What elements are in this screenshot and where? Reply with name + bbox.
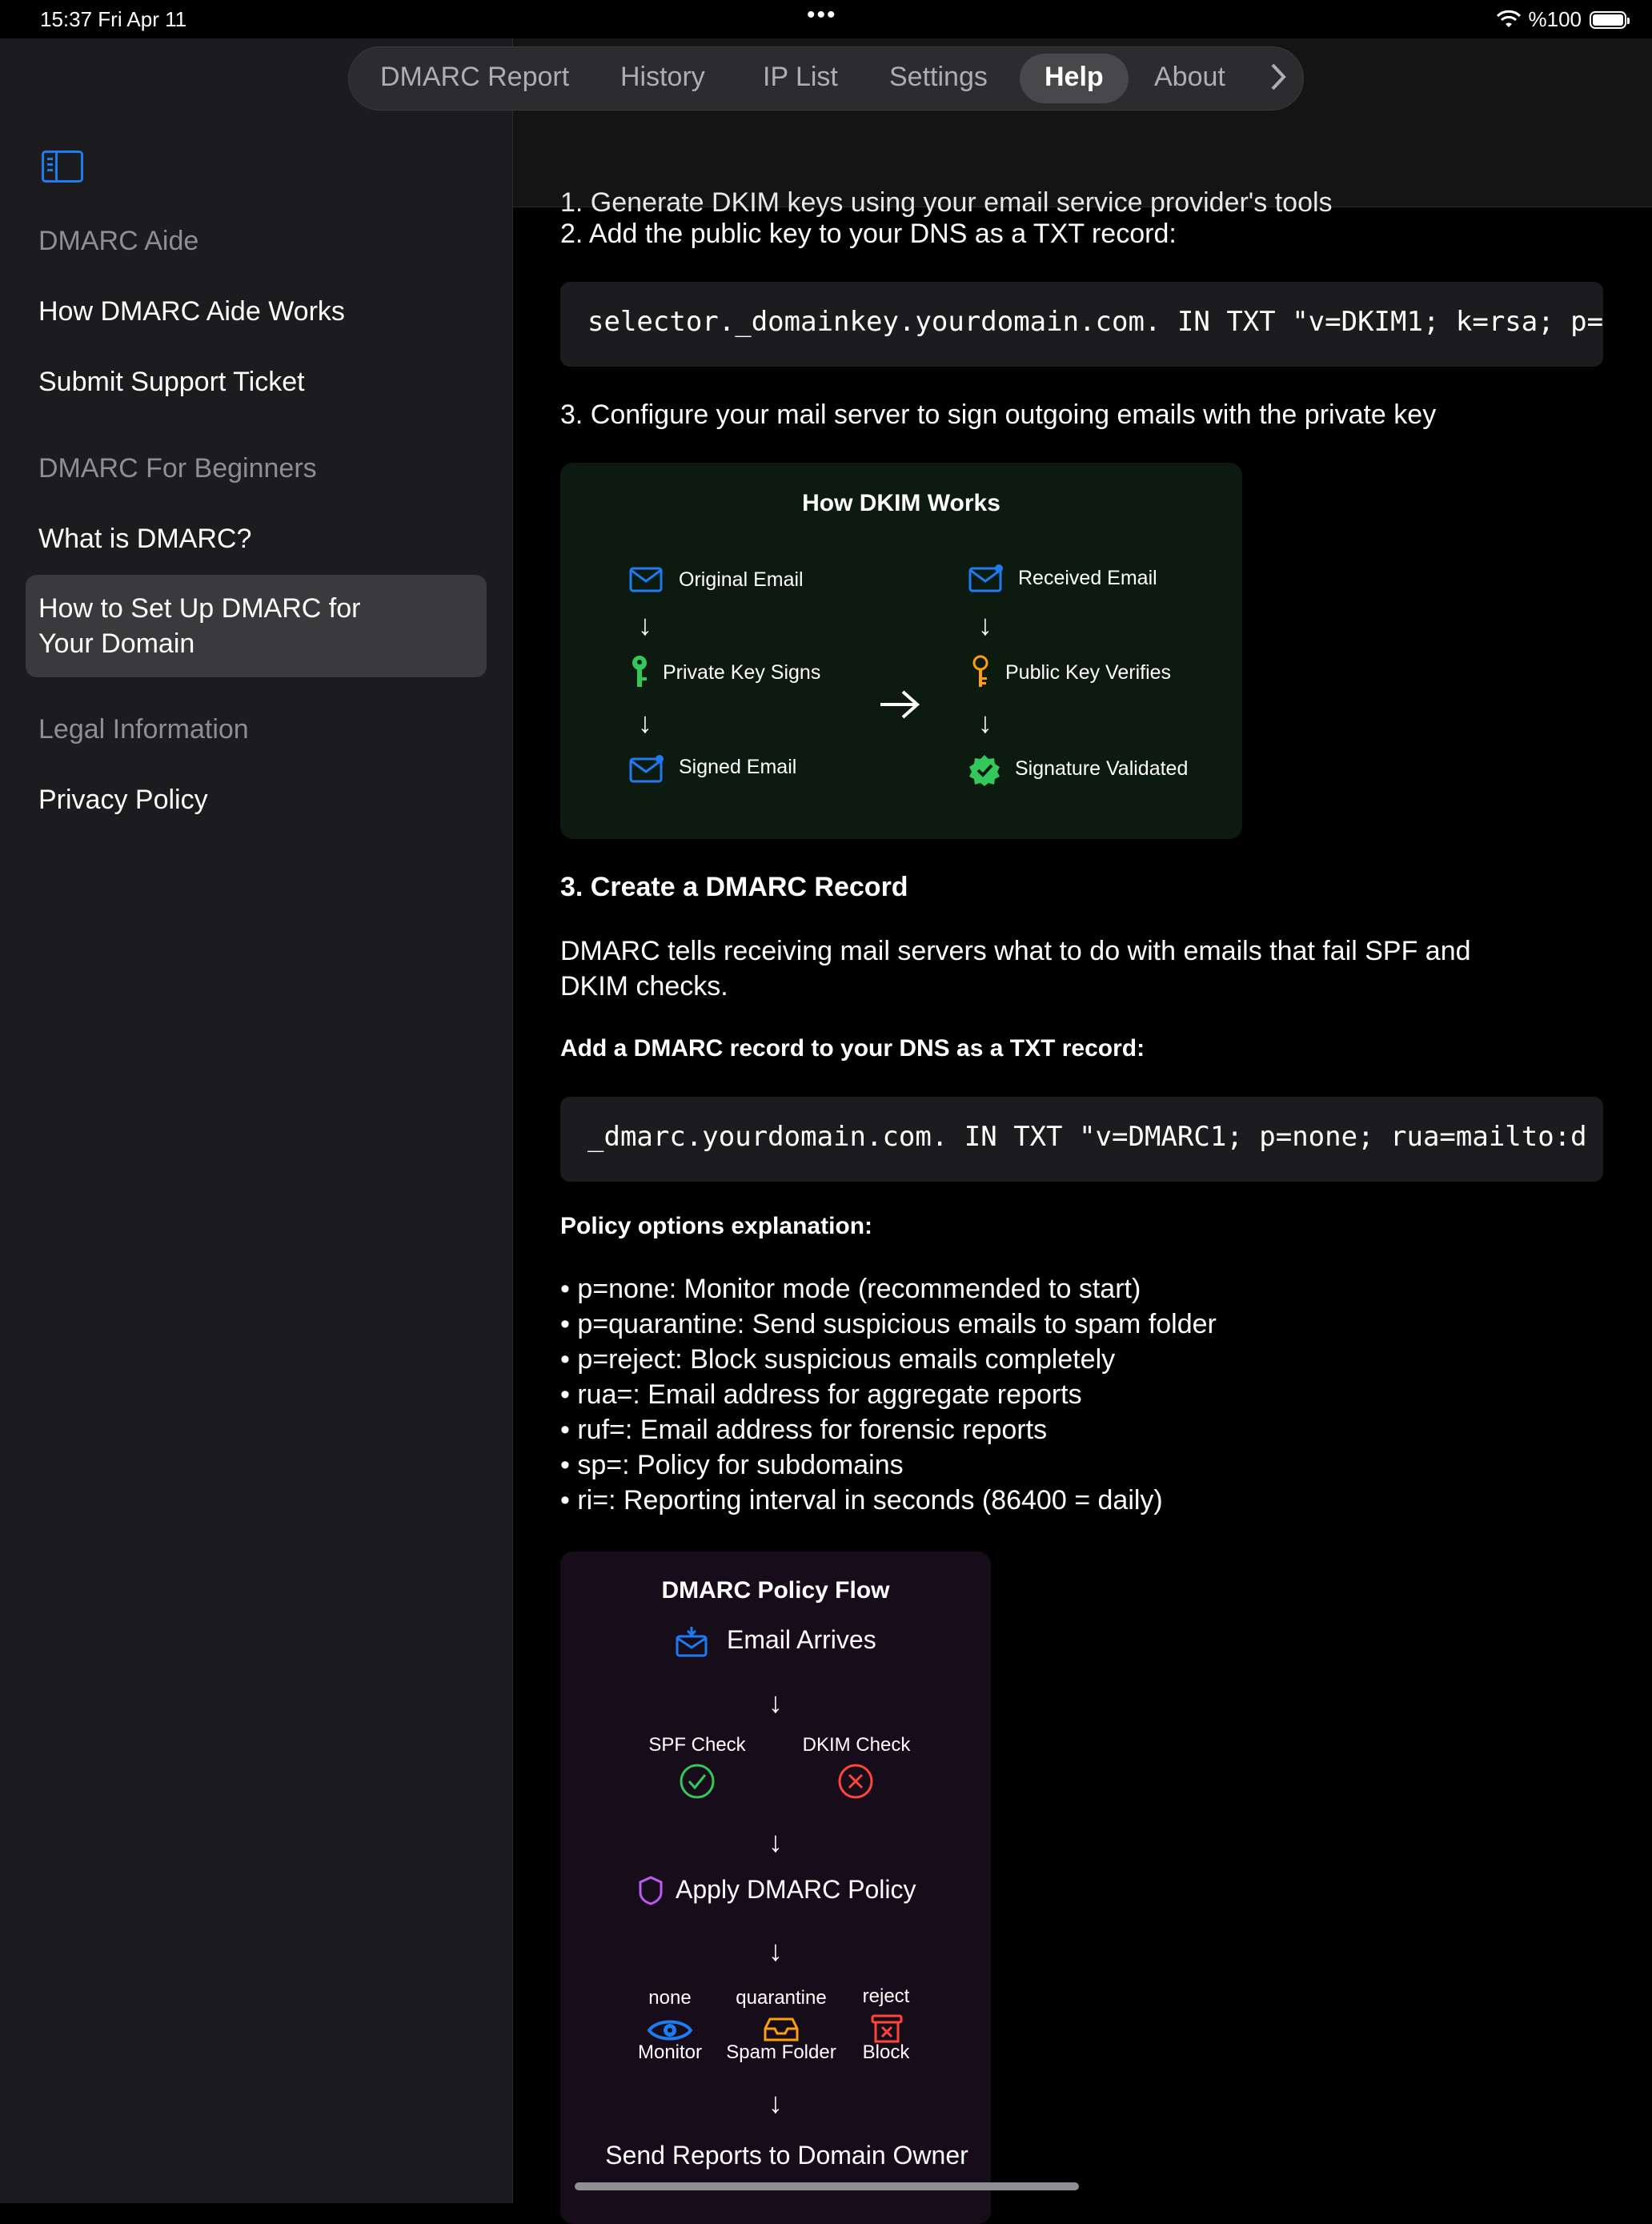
monitor-label: Monitor [637,2041,703,2063]
sidebar-section-legal-information: Legal Information [38,714,249,745]
tab-about[interactable]: About [1154,62,1225,92]
chevron-right-icon[interactable] [1268,60,1289,94]
battery-percent: %100 [1528,7,1582,31]
top-tab-bar [348,46,1304,110]
dkim-diagram [560,463,1242,839]
arrow-down-icon: ↓ [638,706,652,739]
sidebar-toggle-icon[interactable] [42,151,83,183]
dmarc-description-line2: DKIM checks. [560,971,728,1002]
arrow-down-icon: ↓ [638,608,652,641]
status-indicators [1497,7,1627,32]
dmarc-description-line1: DMARC tells receiving mail servers what to do with emails that fail SPF and [560,936,1471,966]
trash-x-icon [869,2013,904,2045]
status-bar [0,0,1652,38]
step-2-text: 2. Add the public key to your DNS as a TXT record: [560,219,1177,249]
original-email-label: Original Email [679,568,804,591]
dkim-check-label: DKIM Check [802,1734,911,1756]
arrow-down-icon: ↓ [768,2086,783,2119]
check-circle-icon [679,1763,716,1800]
dmarc-policy-flow-diagram [560,1552,991,2224]
arrow-down-icon: ↓ [768,1934,783,1967]
dmarc-record-text: _dmarc.yourdomain.com. IN TXT "v=DMARC1; p=none; rua=mailto:d [587,1121,1587,1153]
tab-settings[interactable]: Settings [889,62,988,92]
arrow-right-icon [879,688,920,721]
status-time: 15:37 Fri Apr 11 [40,7,187,31]
arrow-down-icon: ↓ [768,1825,783,1858]
tab-ip-list[interactable]: IP List [763,62,838,92]
email-arrives-label: Email Arrives [727,1625,876,1654]
help-article [513,187,1652,2203]
tab-dmarc-report[interactable]: DMARC Report [380,62,570,92]
policy-options-title: Policy options explanation: [560,1213,873,1239]
checkmark-seal-icon [968,754,1000,786]
private-key-signs-label: Private Key Signs [663,661,821,684]
policy-reject-label: reject [862,1985,910,2007]
wifi-icon [1497,11,1521,29]
create-dmarc-heading: 3. Create a DMARC Record [560,872,908,902]
home-indicator[interactable] [575,2182,1079,2190]
sidebar-item-privacy-policy[interactable]: Privacy Policy [38,785,208,815]
public-key-verifies-label: Public Key Verifies [1005,661,1172,684]
policy-quarantine-label: quarantine [736,1987,827,2009]
spam-folder-label: Spam Folder [726,2041,836,2063]
key-icon [629,655,650,688]
signature-validated-label: Signature Validated [1015,757,1189,780]
step-1-text: 1. Generate DKIM keys using your email service provider's tools [560,187,1333,218]
tab-history[interactable]: History [620,62,705,92]
arrow-down-icon: ↓ [768,1686,783,1719]
policy-option: • sp=: Policy for subdomains [560,1450,904,1480]
apply-dmarc-policy-label: Apply DMARC Policy [676,1875,916,1904]
add-dmarc-record-text: Add a DMARC record to your DNS as a TXT record: [560,1035,1145,1062]
public-key-icon [970,655,991,688]
multitasking-dots[interactable]: ••• [807,2,837,28]
dkim-diagram-title: How DKIM Works [802,490,1000,516]
policy-option: • rua=: Email address for aggregate reports [560,1379,1082,1410]
x-circle-icon [837,1763,874,1800]
battery-icon [1590,11,1626,29]
arrow-down-icon: ↓ [978,608,992,641]
tab-help[interactable]: Help [1045,62,1104,92]
dkim-record-text: selector._domainkey.yourdomain.com. IN TXT "v=DKIM1; k=rsa; p= [587,306,1604,338]
incoming-envelope-icon [676,1625,709,1657]
sidebar-item-what-is-dmarc[interactable]: What is DMARC? [38,524,252,554]
policy-option: • p=quarantine: Send suspicious emails to spam folder [560,1309,1217,1339]
policy-none-label: none [648,1987,692,2009]
signed-email-label: Signed Email [679,756,797,778]
spf-check-label: SPF Check [648,1734,746,1756]
flow-title: DMARC Policy Flow [661,1577,890,1604]
received-email-label: Received Email [1018,567,1157,589]
sidebar-section-dmarc-aide: DMARC Aide [38,226,199,256]
step-3-text: 3. Configure your mail server to sign outgoing emails with the private key [560,399,1437,430]
sidebar [0,38,513,2203]
block-label: Block [862,2041,910,2063]
policy-option: • ruf=: Email address for forensic reports [560,1415,1048,1445]
sidebar-section-dmarc-for-beginners: DMARC For Beginners [38,453,317,484]
send-reports-label: Send Reports to Domain Owner [605,2141,968,2170]
policy-option: • p=reject: Block suspicious emails completely [560,1344,1116,1375]
received-envelope-icon [968,564,1004,592]
envelope-icon [629,567,663,592]
tray-icon [762,2016,800,2043]
dkim-record-code[interactable] [560,282,1603,367]
dmarc-record-code[interactable] [560,1097,1603,1182]
eye-icon [647,2016,693,2045]
policy-option: • p=none: Monitor mode (recommended to start) [560,1274,1141,1304]
sidebar-item-submit-support-ticket[interactable]: Submit Support Ticket [38,367,305,397]
sidebar-item-setup-dmarc[interactable] [26,575,487,677]
sidebar-item-how-dmarc-aide-works[interactable]: How DMARC Aide Works [38,296,345,327]
signed-envelope-icon [629,754,664,783]
arrow-down-icon: ↓ [978,706,992,739]
policy-option: • ri=: Reporting interval in seconds (86400 = daily) [560,1485,1163,1515]
sidebar-item-label: How to Set Up DMARC for Your Domain [38,593,361,659]
shield-icon [637,1875,664,1905]
